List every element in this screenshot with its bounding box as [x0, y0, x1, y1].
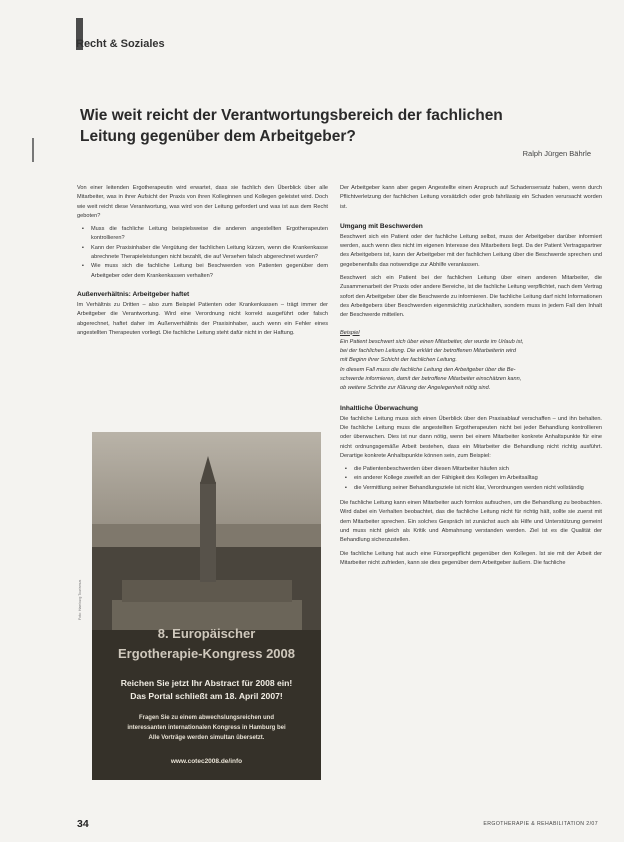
list-item: ▪ ein anderer Kollege zweifelt an der Fähigkeit des Kollegen im Arbeitsalltag [348, 474, 602, 483]
example-label: Beispiel [340, 329, 360, 336]
deadline-note: Das Portal schließt am 18. April 2007! [130, 691, 283, 701]
subheading-external-liability: Außenverhältnis: Arbeitgeber haftet [77, 290, 190, 298]
article-title: Wie weit reicht der Verantwortungsbereich der fachlichen Leitung gegenüber dem Arbeitgeber? [80, 107, 503, 146]
left-column [77, 184, 328, 342]
photo-credit: Foto: Hamburg Tourismus [78, 579, 82, 620]
ad-info-line: Fragen Sie zu einem abwechslungsreichen und [138, 715, 275, 721]
complaints-paragraph: Beschwert sich ein Patient oder der fachliche Leitung selbst, muss der Arbeitgeber darüber informiert werden, auch wenn dies nicht im eigenen Interesse des Mitarbeiters liegt. Da der Patient Vertragspartner des Arbeitgebers ist, kann der Arbeitgeber mit der fachlichen Leitung über die Beschwerde sprechen und gegebenenfalls das notwendige zur Abhilfe veranlassen. [340, 233, 602, 268]
example-line: bei der fachlichen Leitung. Die erklärt der betroffenen Mitarbeiterin wird [340, 348, 516, 355]
complaints-paragraph-2: Beschwert sich ein Patient bei der fachlichen Leitung über einen anderen Mitarbeiter, die Zusammenarbeit der Praxis oder andere Bereiche, ist die fachliche Leitung verpflichtet, nach dem Vertrag sofort den Arbeitgeber über die Beschwerde zu informieren. Die fachliche Leitung darf nicht Informationen des Arbeitgebers über Beschwerden eigenmächtig zurückhalten, sondern muss in jedem Fall den Inhalt der Beschwerde mitteilen. [340, 275, 602, 319]
congress-advertisement[interactable] [92, 432, 321, 780]
intro-paragraph: Von einer leitenden Ergotherapeutin wird erwartet, dass sie fachlich den Überblick über alle Mitarbeiter, was in ihrer Aufsicht der Praxis von ihren Kolleginnen und Kollegen geleistet wird. Doch wie weit reicht diese Verantwortung, was wird von der Leitung gefordert und was ist aus dem Recht geboten? [77, 185, 328, 219]
indicator-list [340, 465, 602, 493]
section-label: Recht & Soziales [76, 38, 165, 50]
list-item: ▪ die Patientenbeschwerden über diesen Mitarbeiter häufen sich [348, 465, 602, 474]
list-item: ▪ Kann der Praxisinhaber die Vergütung der fachlichen Leitung kürzen, wenn die Krankenkasse abrechnete Therapieleistungen nicht bezahlt, die auf Versehen falsch abgerechnet wurden? [85, 244, 328, 263]
right-column [340, 184, 602, 572]
page-number: 34 [77, 818, 89, 830]
question-list [77, 225, 328, 281]
example-line: mit Beginn ihrer Schicht der fachlichen Leitung. [340, 357, 457, 364]
example-line: ob weitere Schritte zur Klärung der Angelegenheit nötig sind. [340, 385, 491, 392]
article-author: Ralph Jürgen Bährle [522, 149, 591, 158]
liability-paragraph: Im Verhältnis zu Dritten – also zum Beispiel Patienten oder Krankenkassen – trägt immer der Arbeitgeber die Verantwortung. Wird eine Verordnung nicht korrekt ausgeführt oder falsch abgerechnet, haftet daher im Außenverhältnis der Praxisinhaber, auch wenn ein Fehler eines angestellten Therapeuten vorliegt. Die fachliche Leitung steht dafür nicht in der Haftung. [77, 301, 328, 336]
congress-title-line2: Ergotherapie-Kongress 2008 [117, 646, 295, 661]
margin-mark [32, 138, 34, 162]
list-item: ▪ Wie muss sich die fachliche Leitung bei Beschwerden von Patienten gegenüber dem Arbeitgeber oder dem Krankenkassen verhalten? [85, 262, 328, 281]
list-item: ▪ Muss die fachliche Leitung beispielsweise die anderen angestellten Ergotherapeuten kontrollieren? [85, 225, 328, 244]
journal-name: ERGOTHERAPIE & REHABILITATION 2/07 [483, 821, 598, 827]
observation-paragraph: Die fachliche Leitung kann einen Mitarbeiter auch formlos aufsuchen, um die Behandlung zu beobachten. Wird dabei ein Verhalten beobachtet, das die fachliche Leitung nicht für richtig hält, sollte sie zuerst mit dem Mitarbeiter sprechen. Ein solches Gespräch ist zunächst auch als Hilfe und Unterstützung gemeint und muss nicht gleich als Kritik und Abmahnung verstanden werden. Ziel ist es die Qualität der Behandlung sicherzustellen. [340, 500, 602, 544]
example-line: Ein Patient beschwert sich über einen Mitarbeiter, der wurde im Urlaub ist, [340, 338, 524, 345]
care-duty-paragraph: Die fachliche Leitung hat auch eine Fürsorgepflicht gegenüber den Kollegen. Ist sie mit der Arbeit der Mitarbeiter nicht zufrieden, kann sie dies gegenüber dem Arbeitgeber äußern. Die fachliche [340, 550, 602, 566]
ad-info-line: interessanten internationalen Kongress in Hamburg bei [127, 725, 286, 731]
heading-complaints: Umgang mit Beschwerden [340, 222, 423, 230]
example-line: In diesem Fall muss die fachliche Leitung den Arbeitgeber über die Be- [340, 366, 516, 373]
ad-info-line: Alle Vorträge werden simultan übersetzt. [148, 735, 265, 741]
abstract-call: Reichen Sie jetzt Ihr Abstract für 2008 ein! [120, 678, 293, 688]
employer-claim-paragraph: Der Arbeitgeber kann aber gegen Angestellte einen Anspruch auf Schadensersatz haben, wenn durch Pflichtverletzung der fachlichen Leitung vorsätzlich oder grob fahrlässig ein Schaden verursacht worden ist. [340, 185, 602, 210]
list-item: ▪ die Vermittlung seiner Behandlungsziele ist nicht klar, Verordnungen werden nicht vollständig [348, 484, 602, 493]
supervision-paragraph: Die fachliche Leitung muss sich einen Überblick über den Praxisablauf verschaffen – und ihn behalten. Die fachliche Leitung muss die angestellten Ergotherapeuten nicht bei jeder Behandlung kontrollieren oder überwachen. Dies ist nur dann nötig, wenn bei einem Mitarbeiter konkrete Anhaltspunkte für eine nicht ordnungsgemäße Arbeit bestehen, dass ein Mitarbeiter die Behandlung nicht richtig ausführt. Derartige konkrete Anhaltspunkte können sein, zum Beispiel: [340, 415, 602, 459]
heading-supervision: Inhaltliche Überwachung [340, 404, 419, 412]
congress-title-line1: 8. Europäischer [157, 626, 256, 641]
ad-url-link[interactable]: www.cotec2008.de/info [170, 758, 243, 765]
example-box [340, 329, 602, 394]
example-line: schwerde informieren, damit der betroffene Mitarbeiter einschätzen kann, [340, 376, 522, 383]
